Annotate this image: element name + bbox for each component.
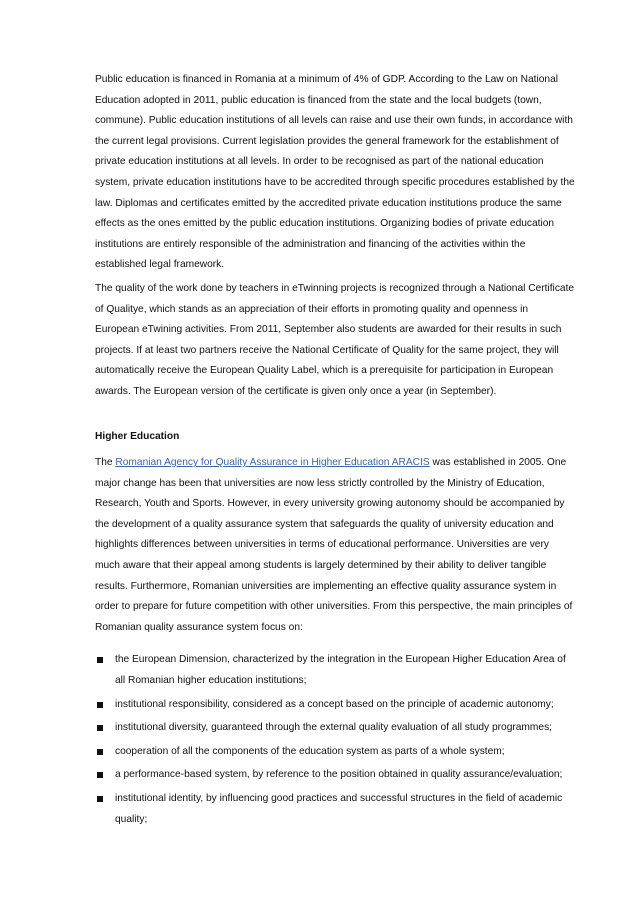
paragraph-etwinning: The quality of the work done by teachers in eTwinning projects is recognized through a National Certificate of Qualitye, which stands as an appreciation of their efforts in promoting quality and openness in European eTwining activities. From 2011, September also students are awarded for their results in such projects. If at least two partners receive the National Certificate of Quality for the same project, they will automatically receive the European Quality Label, which is a prerequisite for participation in European awards. The European version of the certificate is given only once a year (in September).: [95, 282, 575, 397]
square-bullet-icon: [97, 725, 103, 731]
square-bullet-icon: [97, 749, 103, 755]
list-item: [95, 789, 575, 830]
list-item: [95, 742, 575, 763]
aracis-link[interactable]: Romanian Agency for Quality Assurance in Higher Education ARACIS: [115, 457, 430, 469]
paragraph-aracis: [95, 453, 575, 638]
list-item: [95, 695, 575, 716]
list-item: [95, 650, 575, 691]
list-item-text: the European Dimension, characterized by the integration in the European Higher Education Area of all Romanian higher education institutions;: [115, 654, 566, 687]
square-bullet-icon: [97, 702, 103, 708]
paragraph-aracis-prefix: The: [95, 457, 116, 469]
square-bullet-icon: [97, 796, 103, 802]
paragraph-aracis-suffix: was established in 2005. One major change has been that universities are now less strictly controlled by the Ministry of Education, Research, Youth and Sports. However, in every university growing autonomy should be accompanied by the development of a quality assurance system that safeguards the quality of university education and highlights differences between universities in terms of educational performance. Universities are very much aware that their appeal among students is largely determined by their ability to deliver tangible results. Furthermore, Romanian universities are implementing an effective quality assurance system in order to prepare for future competition with other universities. From this perspective, the main principles of Romanian quality assurance system focus on:: [95, 457, 573, 633]
list-item-text: institutional diversity, guaranteed through the external quality evaluation of all study programmes;: [115, 722, 552, 734]
principles-list: [95, 650, 575, 830]
document-page: [95, 70, 575, 833]
square-bullet-icon: [97, 772, 103, 778]
list-item-text: institutional responsibility, considered as a concept based on the principle of academic autonomy;: [115, 698, 554, 710]
list-item: [95, 718, 575, 739]
list-item-text: a performance-based system, by reference to the position obtained in quality assurance/evaluation;: [115, 769, 563, 781]
list-item-text: institutional identity, by influencing good practices and successful structures in the field of academic quality;: [115, 793, 563, 825]
list-item: [95, 765, 575, 786]
list-item-text: cooperation of all the components of the education system as parts of a whole system;: [115, 745, 505, 757]
paragraph-funding: Public education is financed in Romania at a minimum of 4% of GDP. According to the Law on National Education adopted in 2011, public education is financed from the state and the local budgets (town, commune). Public education institutions of all levels can raise and use their own funds, in accordance with the current legal provisions. Current legislation provides the general framework for the establishment of private education institutions at all levels. In order to be recognised as part of the national education system, private education institutions have to be accredited through specific procedures established by the law. Diplomas and certificates emitted by the accredited private education institutions produce the same effects as the ones emitted by the public education institutions. Organizing bodies of private education institutions are entirely responsible of the administration and financing of the activities within the established legal framework.: [95, 74, 575, 271]
section-heading-higher-education: Higher Education: [95, 430, 180, 442]
square-bullet-icon: [97, 657, 103, 663]
